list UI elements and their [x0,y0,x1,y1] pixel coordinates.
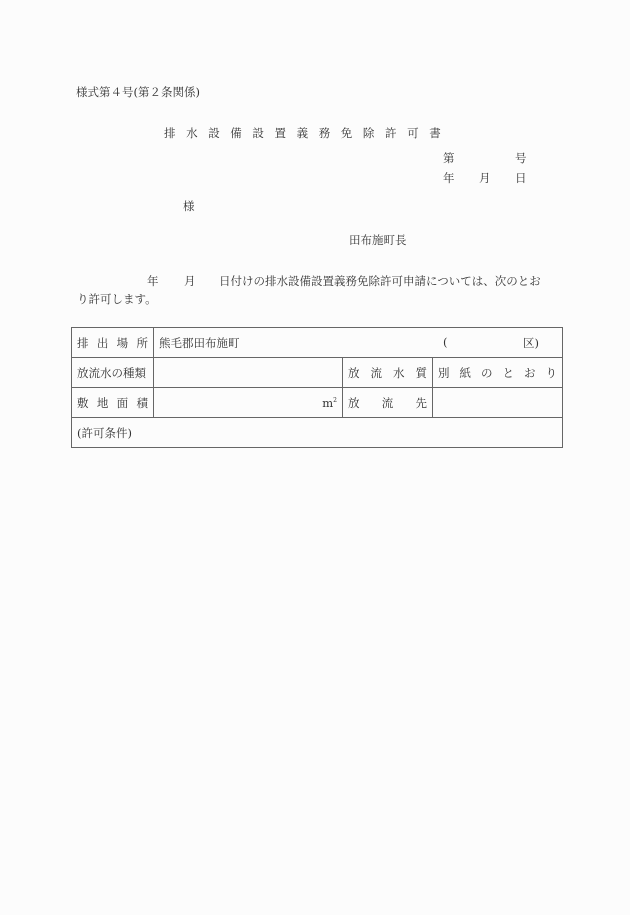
issuer-name: 田布施町長 [349,233,407,247]
value-char: 別 [438,365,450,380]
location-value[interactable] [154,328,563,358]
body-line-2: り許可します。 [77,292,157,306]
value-char: と [502,365,514,380]
body-month: 月 [184,274,196,288]
label-char: 場 [116,335,129,350]
discharge-destination-value[interactable] [433,388,563,418]
area-unit-sup: 2 [333,396,337,404]
value-char: の [481,365,493,380]
label-char: 放 [348,365,360,380]
water-quality-value[interactable] [433,358,563,388]
location-town: 熊毛郡田布施町 [159,335,240,350]
label-char: 地 [96,395,109,410]
discharge-destination-label [343,388,433,418]
addressee-suffix: 様 [183,199,195,213]
number-suffix: 号 [515,151,527,165]
document-title: 排水設備設置義務免除許可書 [164,126,452,140]
label-char: 面 [116,395,129,410]
ward-open: ( [443,334,448,349]
area-unit: m [322,395,334,410]
permit-conditions-area[interactable] [72,418,563,448]
value-char: お [524,365,536,380]
label-char: 流 [381,395,394,410]
body-text-1: 日付けの排水設備設置義務免除許可申請については、次のとお [219,274,541,288]
label-char: 所 [136,335,148,350]
discharge-type-value[interactable] [154,358,343,388]
ward-field[interactable] [443,335,539,351]
date-day: 日 [515,171,527,185]
date-year: 年 [443,171,455,185]
label-char: 水 [393,365,405,380]
label-char: 放 [348,395,360,410]
label-char: 先 [415,395,427,410]
table-row-discharge-type [72,358,563,388]
location-label [72,328,154,358]
form-id: 様式第４号(第２条関係) [76,85,200,99]
permit-table [71,327,563,448]
water-quality-label [343,358,433,388]
value-char: 紙 [459,365,471,380]
table-row-conditions [72,418,563,448]
table-row-location [72,328,563,358]
number-prefix: 第 [443,151,455,165]
label-char: 流 [370,365,382,380]
ward-close: 区) [523,335,539,350]
site-area-label [72,388,154,418]
site-area-value[interactable] [154,388,343,418]
table-row-site-area [72,388,563,418]
discharge-type-label: 放流水の種類 [72,358,154,388]
label-char: 積 [136,395,148,410]
permit-conditions-label: (許可条件) [77,425,132,440]
label-char: 敷 [77,395,89,410]
label-char: 排 [77,335,89,350]
label-char: 出 [96,335,109,350]
body-year: 年 [147,274,159,288]
label-char: 質 [415,365,427,380]
date-month: 月 [479,171,491,185]
value-char: り [545,365,557,380]
